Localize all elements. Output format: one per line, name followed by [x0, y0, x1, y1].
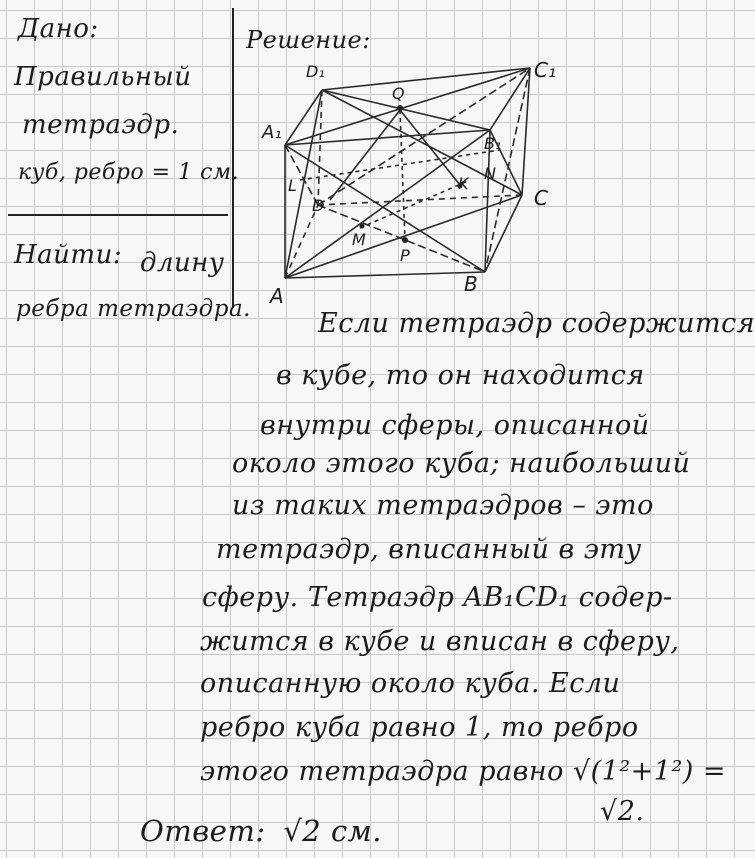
vertex-label-c: C	[534, 186, 548, 210]
solution-line: описанную около куба. Если	[200, 668, 621, 699]
solution-line: ребро куба равно 1, то ребро	[200, 712, 639, 743]
vertex-label-l: L	[288, 176, 297, 195]
solution-line: сферу. Тетраэдр AB₁CD₁ содер-	[202, 582, 673, 613]
vertex-label-m: M	[352, 230, 366, 249]
find-heading: Найти:	[14, 240, 123, 270]
answer-value: √2 см.	[283, 814, 382, 848]
vertex-point	[402, 237, 408, 243]
solution-line: внутри сферы, описанной	[260, 410, 650, 441]
cube-edge-hidden	[318, 195, 522, 205]
given-line: Правильный	[14, 62, 192, 92]
vertex-label-q: Q	[392, 84, 405, 103]
vertex-point	[397, 105, 403, 111]
answer-line	[140, 814, 382, 848]
vertex-label-d1: D₁	[306, 62, 325, 81]
solution-line: около этого куба; наибольший	[232, 448, 691, 479]
solution-line: этого тетраэдра равно √(1²+1²) =	[200, 756, 727, 787]
cube-edge	[285, 272, 485, 278]
solution-line: из таких тетраэдров – это	[232, 490, 654, 521]
vertex-label-b1: B₁	[484, 134, 502, 153]
answer-label: Ответ:	[140, 814, 266, 848]
construction-line	[330, 110, 400, 200]
find-line: длину	[140, 248, 225, 278]
vertex-label-b: B	[464, 272, 478, 296]
vertex-label-a1: A₁	[262, 122, 282, 143]
solution-line: Если тетраэдр содержится	[318, 308, 755, 339]
solution-line: в кубе, то он находится	[276, 360, 645, 391]
solution-line: жится в кубе и вписан в сферу,	[200, 626, 680, 657]
solution-result: √2.	[600, 796, 645, 827]
given-line: куб, ребро = 1 см.	[18, 160, 240, 185]
find-line: ребра тетраэдра.	[16, 296, 251, 322]
vertex-label-d: D	[312, 196, 325, 215]
cube-edge	[322, 68, 530, 90]
cube-edge	[490, 68, 530, 130]
vertex-label-a: A	[270, 284, 284, 308]
cube-edge	[285, 130, 490, 145]
vertex-label-k: K	[458, 174, 469, 193]
solution-heading: Решение:	[246, 26, 371, 54]
construction-line	[300, 150, 500, 180]
vertex-label-c1: C₁	[534, 58, 556, 82]
vertex-label-n: N	[484, 164, 496, 183]
given-heading: Дано:	[18, 14, 99, 44]
given-line: тетраэдр.	[22, 110, 180, 140]
vertex-point	[360, 224, 365, 229]
solution-line: тетраэдр, вписанный в эту	[216, 534, 642, 565]
vertex-label-p: P	[400, 246, 410, 265]
